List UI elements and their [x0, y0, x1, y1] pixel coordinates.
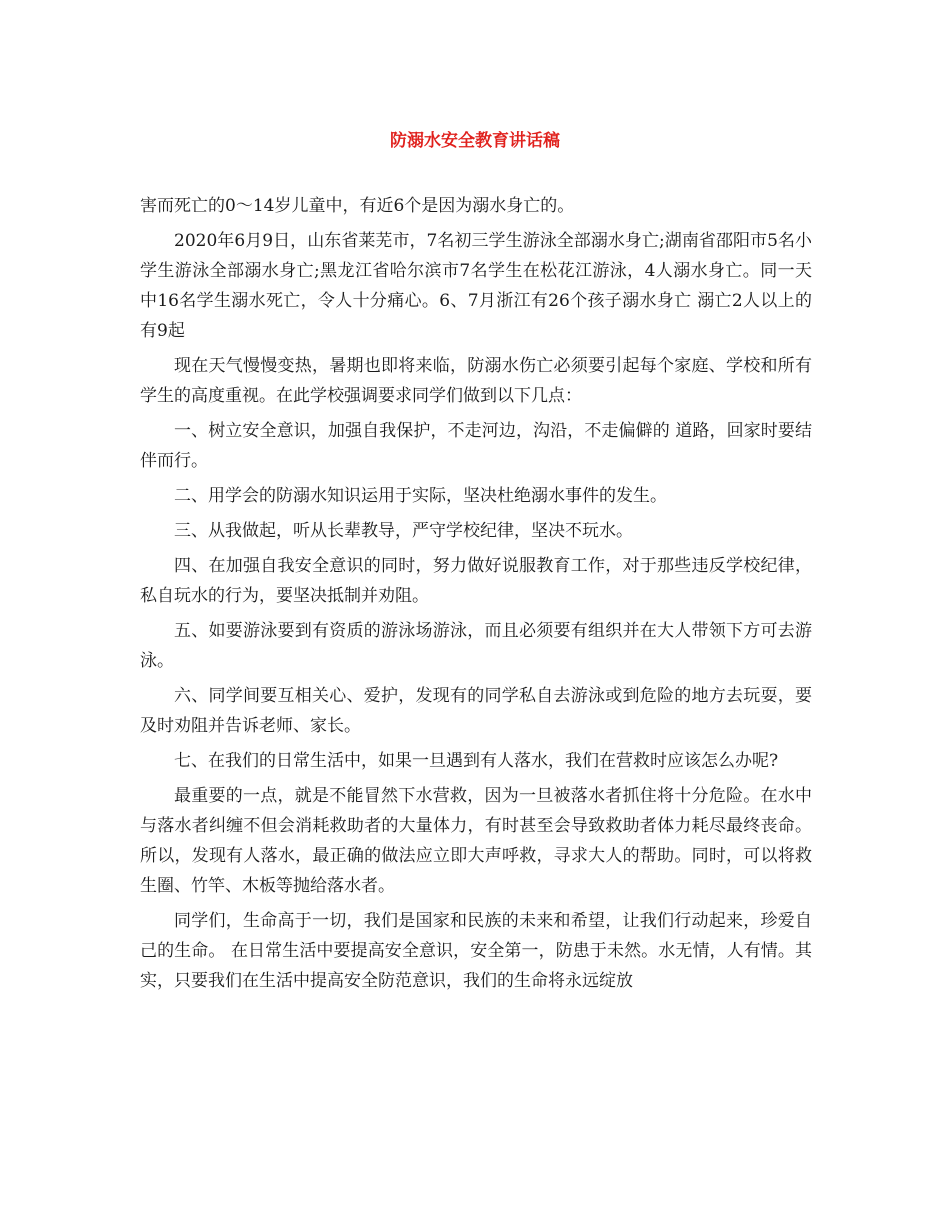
- paragraph: 三、从我做起，听从长辈教导，严守学校纪律，坚决不玩水。: [174, 521, 633, 541]
- paragraph: 2020年6月9日，山东省莱芜市，7名初三学生游泳全部溺水身亡;湖南省邵阳市5名小学生游泳全部溺水身亡;黑龙江省哈尔滨市7名学生在松花江游泳，4人溺水身亡。同一天中16名学生溺水死亡，令人十分痛心。6、7月浙江有26个孩子溺水身亡 溺亡2人以上的有9起: [140, 231, 812, 341]
- paragraph: 七、在我们的日常生活中，如果一旦遇到有人落水，我们在营救时应该怎么办呢?: [174, 751, 779, 771]
- document-title: 防溺水安全教育讲话稿: [390, 131, 560, 151]
- paragraph: 同学们，生命高于一切，我们是国家和民族的未来和希望，让我们行动起来，珍爱自己的生命。 在日常生活中要提高安全意识，安全第一，防患于未然。水无情，人有情。其实，只要我们在生活中提高安全防范意识，我们的生命将永远绽放: [140, 911, 812, 991]
- paragraph: 害而死亡的0～14岁儿童中，有近6个是因为溺水身亡的。: [140, 196, 575, 216]
- paragraph: 现在天气慢慢变热，暑期也即将来临，防溺水伤亡必须要引起每个家庭、学校和所有学生的高度重视。在此学校强调要求同学们做到以下几点：: [140, 356, 812, 406]
- paragraph: 五、如要游泳要到有资质的游泳场游泳，而且必须要有组织并在大人带领下方可去游泳。: [140, 621, 812, 671]
- document-body: [140, 191, 812, 1001]
- paragraph: 六、同学间要互相关心、爱护，发现有的同学私自去游泳或到危险的地方去玩耍，要及时劝阻并告诉老师、家长。: [140, 686, 812, 736]
- paragraph: 四、在加强自我安全意识的同时，努力做好说服教育工作，对于那些违反学校纪律，私自玩水的行为，要坚决抵制并劝阻。: [140, 556, 812, 606]
- paragraph: 二、用学会的防溺水知识运用于实际，坚决杜绝溺水事件的发生。: [174, 486, 667, 506]
- paragraph: 一、树立安全意识，加强自我保护，不走河边，沟沿，不走偏僻的 道路，回家时要结伴而行。: [140, 421, 812, 471]
- paragraph: 最重要的一点，就是不能冒然下水营救，因为一旦被落水者抓住将十分危险。在水中与落水者纠缠不但会消耗救助者的大量体力，有时甚至会导致救助者体力耗尽最终丧命。所以，发现有人落水，最正确的做法应立即大声呼救，寻求大人的帮助。同时，可以将救生圈、竹竿、木板等抛给落水者。: [140, 786, 812, 896]
